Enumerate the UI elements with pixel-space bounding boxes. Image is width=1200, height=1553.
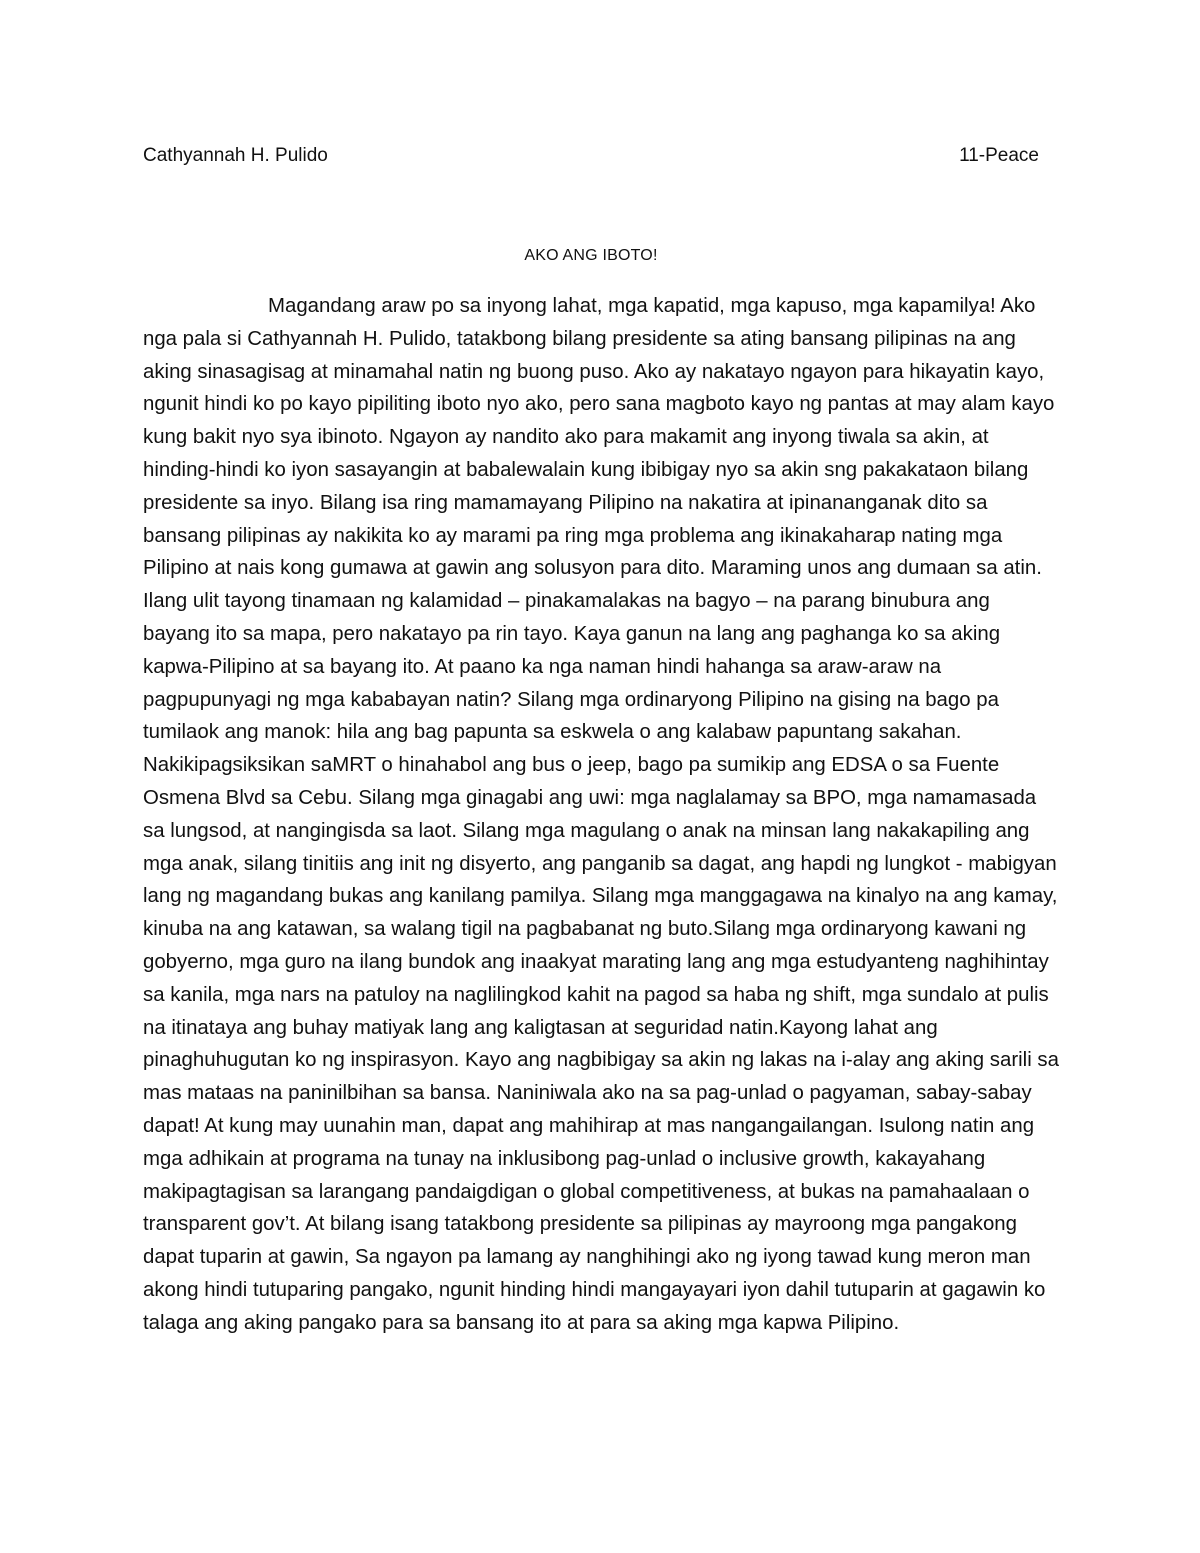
class-section: 11-Peace [959,145,1039,166]
author-name: Cathyannah H. Pulido [143,145,328,166]
document-title: AKO ANG IBOTO! [524,247,658,264]
speech-body: Magandang araw po sa inyong lahat, mga kapatid, mga kapuso, mga kapamilya! Ako nga pala si Cathyannah H. Pulido, tatakbong bilang presidente sa ating bansang pilipinas na ang aking sinasagisag at minamahal natin ng buong puso. Ako ay nakatayo ngayon para hikayatin kayo, ngunit hindi ko po kayo pipiliting iboto nyo ako, pero sana magboto kayo ng pantas at may alam kayo kung bakit nyo sya ibinoto. Ngayon ay nandito ako para makamit ang inyong tiwala sa akin, at hinding-hindi ko iyon sasayangin at babalewalain kung ibibigay nyo sa akin sng pakakataon bilang presidente sa inyo. Bilang isa ring mamamayang Pilipino na nakatira at ipinananganak dito sa bansang pilipinas ay nakikita ko ay marami pa ring mga problema ang ikinakaharap nating mga Pilipino at nais kong gumawa at gawin ang solusyon para dito. Maraming unos ang dumaan sa atin. Ilang ulit tayong tinamaan ng kalamidad – pinakamalakas na bagyo – na parang binubura ang bayang ito sa mapa, pero nakatayo pa rin tayo. Kaya ganun na lang ang paghanga ko sa aking kapwa-Pilipino at sa bayang ito. At paano ka nga naman hindi hahanga sa araw-araw na pagpupunyagi ng mga kababayan natin? Silang mga ordinaryong Pilipino na gising na bago pa tumilaok ang manok: hila ang bag papunta sa eskwela o ang kalabaw papuntang sakahan. Nakikipagsiksikan saMRT o hinahabol ang bus o jeep, bago pa sumikip ang EDSA o sa Fuente Osmena Blvd sa Cebu. Silang mga ginagabi ang uwi: mga naglalamay sa BPO, mga namamasada sa lungsod, at nangingisda sa laot. Silang mga magulang o anak na minsan lang nakakapiling ang mga anak, silang tinitiis ang init ng disyerto, ang panganib sa dagat, ang hapdi ng lungkot - mabigyan lang ng magandang bukas ang kanilang pamilya. Silang mga manggagawa na kinalyo na ang kamay, kinuba na ang katawan, sa walang tigil na pagbabanat ng buto.Silang mga ordinaryong kawani ng gobyerno, mga guro na ilang bundok ang inaakyat marating lang ang mga estudyanteng naghihintay sa kanila, mga nars na patuloy na naglilingkod kahit na pagod sa haba ng shift, mga sundalo at pulis na itinataya ang buhay matiyak lang ang kaligtasan at seguridad natin.Kayong lahat ang pinaghuhugutan ko ng inspirasyon. Kayo ang nagbibigay sa akin ng lakas na i-alay ang aking sarili sa mas mataas na paninilbihan sa bansa. Naniniwala ako na sa pag-unlad o pagyaman, sabay-sabay dapat! At kung may uunahin man, dapat ang mahihirap at mas nangangailangan. Isulong natin ang mga adhikain at programa na tunay na inklusibong pag-unlad o inclusive growth, kakayahang makipagtagisan sa larangang pandaigdigan o global competitiveness, at bukas na pamahaalaan o transparent gov’t. At bilang isang tatakbong presidente sa pilipinas ay mayroong mga pangakong dapat tuparin at gawin, Sa ngayon pa lamang ay nanghihingi ako ng iyong tawad kung meron man akong hindi tutuparing pangako, ngunit hinding hindi mangayayari iyon dahil tutuparin at gagawin ko talaga ang aking pangako para sa bansang ito at para sa aking mga kapwa Pilipino. [143,295,1059,1334]
document-header [143,142,1039,172]
